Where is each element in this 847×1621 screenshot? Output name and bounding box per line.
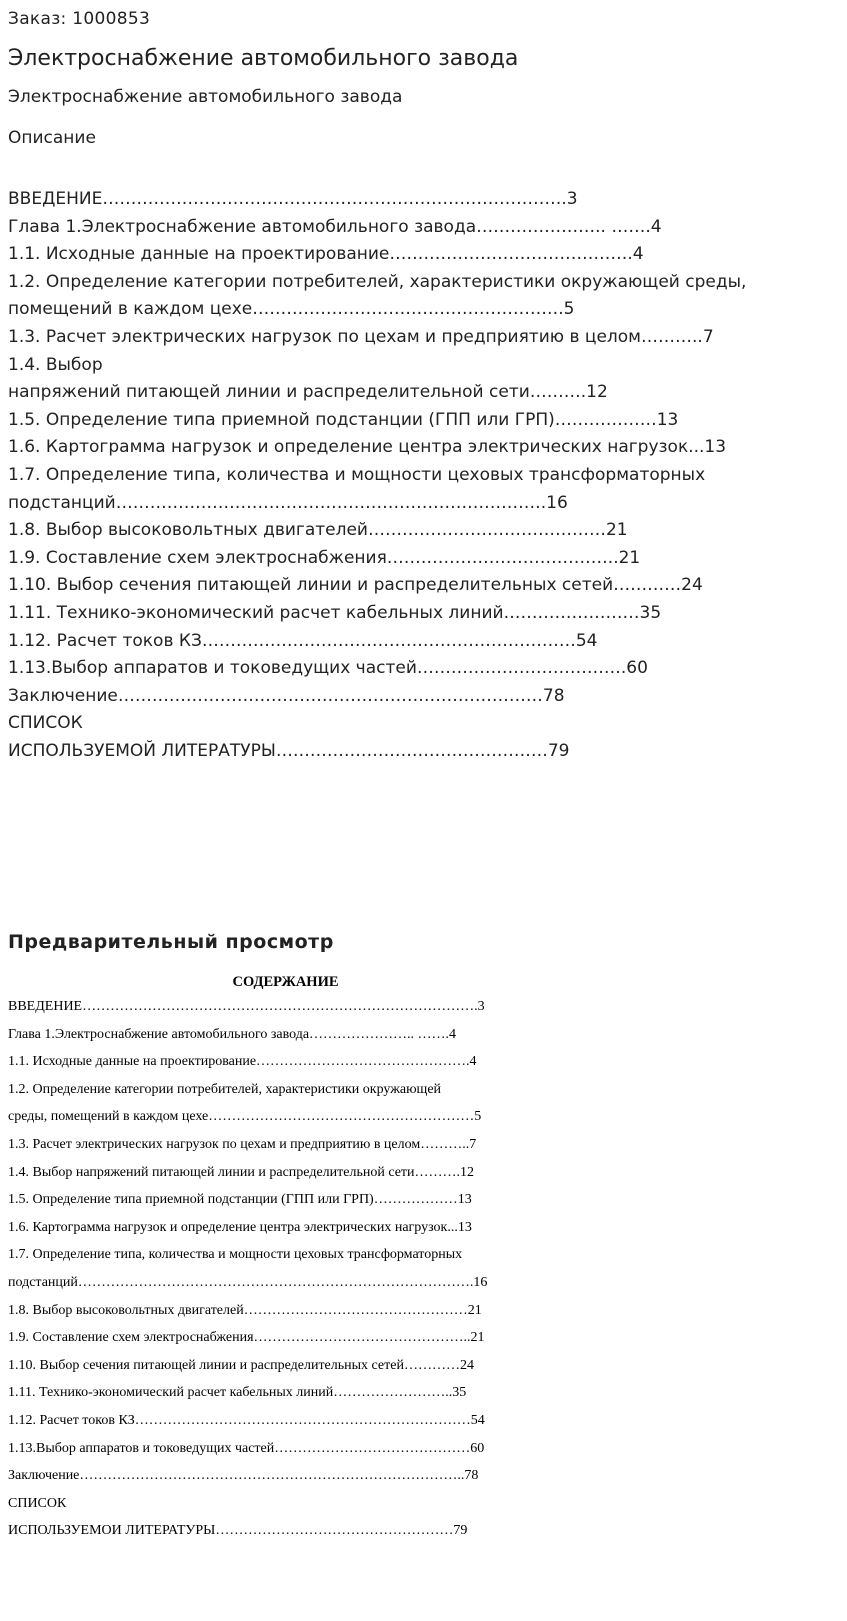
toc-line: СПИСОК [8,713,83,734]
page-subtitle: Электроснабжение автомобильного завода [8,87,403,107]
preview-toc [8,1000,563,1552]
preview-toc-line: подстанций………………………………………………………………………….16 [8,1275,488,1290]
order-number: Заказ: 1000853 [8,9,151,29]
preview-toc-line: 1.9. Составление схем электроснабжения………………………………………..21 [8,1331,485,1346]
preview-toc-line: ВВЕДЕНИЕ………………………………………………………………………….3 [8,1000,485,1014]
preview-toc-line: 1.13.Выбор аппаратов и токоведущих частей……………………………………60 [8,1441,485,1456]
preview-toc-line: 1.7. Определение типа, количества и мощности цеховых трансформаторных [8,1248,463,1263]
toc-line: 1.10. Выбор сечения питающей линии и распределительных сетей…………24 [8,575,703,596]
preview-toc-line: 1.5. Определение типа приемной подстанции (ГПП или ГРП)………………13 [8,1193,472,1208]
toc-line: Заключение…………………………………………………………………78 [8,685,565,706]
preview-toc-line: 1.1. Исходные данные на проектирование……………………………………….4 [8,1055,477,1070]
preview-toc-line: 1.10. Выбор сечения питающей линии и распределительных сетей…………24 [8,1358,474,1373]
toc-line: 1.9. Составление схем электроснабжения…………………………………..21 [8,547,641,568]
preview-toc-line: среды, помещений в каждом цехе…………………………………………………5 [8,1110,482,1125]
toc-line: 1.11. Технико-экономический расчет кабельных линий……………………35 [8,602,662,623]
toc-line: 1.5. Определение типа приемной подстанции (ГПП или ГРП)………………13 [8,409,679,430]
table-of-contents [8,186,843,765]
toc-line: 1.3. Расчет электрических нагрузок по цехам и предприятию в целом………..7 [8,326,714,347]
toc-line: ВВЕДЕНИЕ……………………………………………………………………….3 [8,189,578,209]
toc-line: 1.13.Выбор аппаратов и токоведущих частей……………………………….60 [8,658,648,679]
toc-line: 1.8. Выбор высоковольтных двигателей……………………………………21 [8,520,628,541]
preview-toc-line: ИСПОЛЬЗУЕМОЙ ЛИТЕРАТУРЫ……………………………………………79 [8,1524,468,1539]
toc-line: 1.1. Исходные данные на проектирование…………………………………….4 [8,244,644,265]
toc-line: 1.7. Определение типа, количества и мощности цеховых трансформаторных [8,464,706,485]
preview-toc-line: СПИСОК [8,1496,67,1511]
preview-toc-line: 1.11. Технико-экономический расчет кабельных линий……………………..35 [8,1386,467,1401]
toc-line: ИСПОЛЬЗУЕМОЙ ЛИТЕРАТУРЫ…………………………………………79 [8,740,570,761]
preview-toc-line: 1.8. Выбор высоковольтных двигателей…………………………………………21 [8,1303,482,1318]
toc-line: Глава 1.Электроснабжение автомобильного завода………………….. …….4 [8,216,662,237]
toc-line: подстанций………………………………………………………………….16 [8,492,568,513]
preview-toc-line: 1.2. Определение категории потребителей, характеристики окружающей [8,1082,442,1097]
preview-toc-line: 1.6. Картограмма нагрузок и определение центра электрических нагрузок...13 [8,1220,472,1235]
preview-document [8,974,563,1552]
description-label: Описание [8,128,96,148]
toc-line: 1.6. Картограмма нагрузок и определение центра электрических нагрузок...13 [8,437,727,458]
preview-heading: Предварительный просмотр [8,931,334,953]
toc-line: 1.12. Расчет токов КЗ…………………………………………………………54 [8,630,598,651]
preview-title: СОДЕРЖАНИЕ [232,974,339,990]
preview-toc-line: 1.4. Выбор напряжений питающей линии и распределительной сети……….12 [8,1165,475,1180]
preview-toc-line: 1.3. Расчет электрических нагрузок по цехам и предприятию в целом………..7 [8,1137,477,1152]
toc-line: 1.2. Определение категории потребителей, характеристики окружающей среды, [8,271,747,292]
preview-toc-line: Заключение………………………………………………………………………..78 [8,1469,479,1484]
toc-line: 1.4. Выбор [8,354,103,375]
page-title: Электроснабжение автомобильного завода [8,46,519,71]
toc-line: помещений в каждом цехе……………………………………………….5 [8,299,575,320]
preview-toc-line: Глава 1.Электроснабжение автомобильного завода………………….. …….4 [8,1027,457,1042]
toc-line: напряжений питающей линии и распределительной сети……….12 [8,382,608,403]
preview-toc-line: 1.12. Расчет токов КЗ………………………………………………………………54 [8,1413,485,1428]
